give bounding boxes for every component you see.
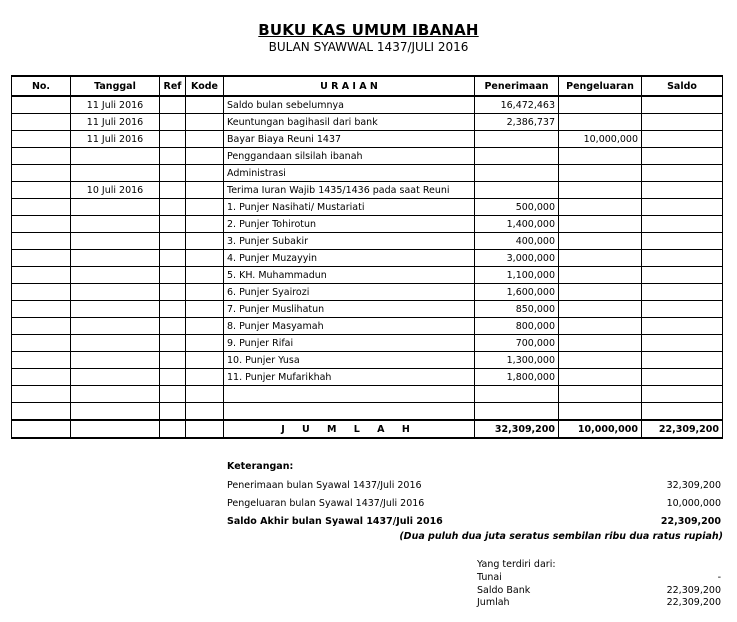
cell-ref — [160, 165, 186, 182]
cell-penerimaan — [475, 165, 559, 182]
cell-tanggal — [71, 301, 160, 318]
cell-pengeluaran — [559, 318, 642, 335]
cell-no — [12, 386, 71, 403]
cell-uraian: 7. Punjer Muslihatun — [224, 301, 475, 318]
cell-ref — [160, 284, 186, 301]
cell-uraian: 1. Punjer Nasihati/ Mustariati — [224, 199, 475, 216]
table-row — [12, 318, 723, 335]
cell-saldo — [642, 148, 723, 165]
note-value: 22,309,200 — [660, 516, 721, 527]
note-line-saldo-akhir — [227, 516, 721, 527]
cell-penerimaan: 850,000 — [475, 301, 559, 318]
breakdown-value: 22,309,200 — [666, 585, 721, 596]
cell-uraian: Administrasi — [224, 165, 475, 182]
cell-kode — [186, 216, 224, 233]
cell-tanggal — [71, 352, 160, 369]
cell-saldo — [642, 216, 723, 233]
cell-kode — [186, 165, 224, 182]
cell-penerimaan — [475, 131, 559, 148]
table-row — [12, 250, 723, 267]
cell-saldo — [642, 301, 723, 318]
breakdown-line-jumlah — [477, 597, 721, 608]
cell-saldo — [642, 318, 723, 335]
total-cell-kode — [186, 420, 224, 438]
table-row — [12, 199, 723, 216]
cell-pengeluaran — [559, 250, 642, 267]
cell-ref — [160, 335, 186, 352]
cell-uraian — [224, 386, 475, 403]
cell-kode — [186, 233, 224, 250]
cell-ref — [160, 386, 186, 403]
cell-tanggal: 11 Juli 2016 — [71, 114, 160, 131]
spelled-amount: (Dua puluh dua juta seratus sembilan ribu dua ratus rupiah) — [399, 531, 723, 542]
cell-no — [12, 284, 71, 301]
cell-penerimaan: 1,100,000 — [475, 267, 559, 284]
cell-saldo — [642, 233, 723, 250]
cell-kode — [186, 403, 224, 421]
breakdown-line-saldo-bank — [477, 585, 721, 596]
cell-no — [12, 199, 71, 216]
cell-ref — [160, 403, 186, 421]
cell-tanggal — [71, 199, 160, 216]
cell-no — [12, 369, 71, 386]
cell-uraian: Saldo bulan sebelumnya — [224, 96, 475, 114]
notes-heading: Keterangan: — [227, 461, 294, 472]
cell-saldo — [642, 369, 723, 386]
column-header-no: No. — [12, 76, 71, 96]
cell-pengeluaran — [559, 216, 642, 233]
table-row — [12, 233, 723, 250]
cell-saldo — [642, 352, 723, 369]
cell-penerimaan: 1,600,000 — [475, 284, 559, 301]
table-row — [12, 148, 723, 165]
cell-kode — [186, 352, 224, 369]
breakdown-value: - — [717, 572, 721, 583]
table-row — [12, 369, 723, 386]
breakdown-heading: Yang terdiri dari: — [477, 559, 556, 570]
cell-uraian: 5. KH. Muhammadun — [224, 267, 475, 284]
cell-penerimaan: 1,400,000 — [475, 216, 559, 233]
cell-no — [12, 335, 71, 352]
cell-kode — [186, 335, 224, 352]
cell-ref — [160, 216, 186, 233]
breakdown-value: 22,309,200 — [666, 597, 721, 608]
cell-penerimaan: 1,800,000 — [475, 369, 559, 386]
cell-pengeluaran — [559, 233, 642, 250]
cell-tanggal — [71, 216, 160, 233]
cell-tanggal — [71, 233, 160, 250]
breakdown-label: Jumlah — [477, 597, 510, 608]
total-cell-no — [12, 420, 71, 438]
cell-penerimaan — [475, 182, 559, 199]
cell-tanggal — [71, 403, 160, 421]
cell-uraian: 6. Punjer Syairozi — [224, 284, 475, 301]
cell-no — [12, 352, 71, 369]
cell-penerimaan: 3,000,000 — [475, 250, 559, 267]
cell-penerimaan: 16,472,463 — [475, 96, 559, 114]
cell-no — [12, 216, 71, 233]
cell-saldo — [642, 165, 723, 182]
cell-penerimaan — [475, 403, 559, 421]
cell-ref — [160, 199, 186, 216]
cell-saldo — [642, 335, 723, 352]
breakdown-label: Saldo Bank — [477, 585, 531, 596]
cell-uraian: Bayar Biaya Reuni 1437 — [224, 131, 475, 148]
cell-tanggal — [71, 267, 160, 284]
cell-kode — [186, 250, 224, 267]
cell-no — [12, 301, 71, 318]
cell-no — [12, 165, 71, 182]
cell-ref — [160, 250, 186, 267]
cell-no — [12, 131, 71, 148]
cell-uraian: 9. Punjer Rifai — [224, 335, 475, 352]
cell-kode — [186, 369, 224, 386]
cell-kode — [186, 267, 224, 284]
table-row — [12, 301, 723, 318]
column-header-pengeluaran: Pengeluaran — [559, 76, 642, 96]
cell-tanggal — [71, 148, 160, 165]
table-header-row — [12, 76, 723, 96]
cell-ref — [160, 352, 186, 369]
table-row — [12, 386, 723, 403]
total-label-text: J U M L A H — [281, 423, 417, 435]
cell-kode — [186, 182, 224, 199]
cell-pengeluaran — [559, 199, 642, 216]
cell-saldo — [642, 403, 723, 421]
cell-penerimaan: 400,000 — [475, 233, 559, 250]
cell-tanggal: 11 Juli 2016 — [71, 131, 160, 148]
cell-ref — [160, 131, 186, 148]
cell-ref — [160, 96, 186, 114]
cell-tanggal — [71, 335, 160, 352]
cell-kode — [186, 301, 224, 318]
cell-uraian: 11. Punjer Mufarikhah — [224, 369, 475, 386]
cash-ledger-table — [11, 75, 723, 439]
note-label: Saldo Akhir bulan Syawal 1437/Juli 2016 — [227, 516, 443, 527]
cell-penerimaan — [475, 148, 559, 165]
cell-no — [12, 318, 71, 335]
cell-pengeluaran — [559, 114, 642, 131]
table-row — [12, 165, 723, 182]
cell-uraian: Terima Iuran Wajib 1435/1436 pada saat Reuni — [224, 182, 475, 199]
total-saldo: 22,309,200 — [642, 420, 723, 438]
cell-pengeluaran — [559, 301, 642, 318]
cell-no — [12, 114, 71, 131]
cell-kode — [186, 199, 224, 216]
cell-uraian: Keuntungan bagihasil dari bank — [224, 114, 475, 131]
cell-uraian: 10. Punjer Yusa — [224, 352, 475, 369]
cell-saldo — [642, 131, 723, 148]
cell-saldo — [642, 284, 723, 301]
table-row — [12, 96, 723, 114]
cell-tanggal — [71, 165, 160, 182]
total-cell-ref — [160, 420, 186, 438]
cell-tanggal — [71, 369, 160, 386]
column-header-kode: Kode — [186, 76, 224, 96]
total-penerimaan: 32,309,200 — [475, 420, 559, 438]
cell-ref — [160, 233, 186, 250]
cell-uraian: Penggandaan silsilah ibanah — [224, 148, 475, 165]
cell-penerimaan: 500,000 — [475, 199, 559, 216]
cell-kode — [186, 96, 224, 114]
note-label: Penerimaan bulan Syawal 1437/Juli 2016 — [227, 480, 422, 491]
cell-ref — [160, 301, 186, 318]
cell-pengeluaran — [559, 267, 642, 284]
cell-pengeluaran: 10,000,000 — [559, 131, 642, 148]
cell-pengeluaran — [559, 96, 642, 114]
cell-tanggal — [71, 250, 160, 267]
total-cell-tanggal — [71, 420, 160, 438]
table-row — [12, 335, 723, 352]
cell-ref — [160, 148, 186, 165]
note-value: 10,000,000 — [666, 498, 721, 509]
note-label: Pengeluaran bulan Syawal 1437/Juli 2016 — [227, 498, 425, 509]
cell-pengeluaran — [559, 335, 642, 352]
cell-ref — [160, 267, 186, 284]
cell-no — [12, 403, 71, 421]
note-line-penerimaan — [227, 480, 721, 491]
cell-pengeluaran — [559, 284, 642, 301]
cell-kode — [186, 131, 224, 148]
table-row — [12, 182, 723, 199]
cell-penerimaan: 700,000 — [475, 335, 559, 352]
cell-no — [12, 250, 71, 267]
cell-tanggal: 11 Juli 2016 — [71, 96, 160, 114]
cell-saldo — [642, 267, 723, 284]
cell-penerimaan — [475, 386, 559, 403]
cell-ref — [160, 114, 186, 131]
cell-kode — [186, 318, 224, 335]
column-header-tanggal: Tanggal — [71, 76, 160, 96]
table-body — [12, 96, 723, 420]
table-row — [12, 267, 723, 284]
cell-ref — [160, 369, 186, 386]
column-header-uraian: U R A I A N — [224, 76, 475, 96]
column-header-ref: Ref — [160, 76, 186, 96]
cell-tanggal — [71, 284, 160, 301]
cell-tanggal — [71, 386, 160, 403]
cell-saldo — [642, 199, 723, 216]
cell-ref — [160, 182, 186, 199]
cell-kode — [186, 148, 224, 165]
cell-penerimaan: 2,386,737 — [475, 114, 559, 131]
column-header-saldo: Saldo — [642, 76, 723, 96]
cell-penerimaan: 800,000 — [475, 318, 559, 335]
page-subtitle: BULAN SYAWWAL 1437/JULI 2016 — [268, 40, 469, 54]
cell-pengeluaran — [559, 403, 642, 421]
total-label — [224, 420, 475, 438]
column-header-penerimaan: Penerimaan — [475, 76, 559, 96]
page-title: BUKU KAS UMUM IBANAH — [258, 21, 479, 39]
cell-ref — [160, 318, 186, 335]
table-row — [12, 114, 723, 131]
cell-no — [12, 96, 71, 114]
cell-kode — [186, 114, 224, 131]
cell-uraian: 8. Punjer Masyamah — [224, 318, 475, 335]
cell-no — [12, 182, 71, 199]
cell-pengeluaran — [559, 386, 642, 403]
cell-kode — [186, 284, 224, 301]
cell-pengeluaran — [559, 165, 642, 182]
cell-no — [12, 148, 71, 165]
table-row — [12, 352, 723, 369]
cell-saldo — [642, 114, 723, 131]
table-row — [12, 131, 723, 148]
breakdown-line-tunai — [477, 572, 721, 583]
table-row — [12, 284, 723, 301]
table-row — [12, 403, 723, 421]
cell-pengeluaran — [559, 148, 642, 165]
cell-saldo — [642, 96, 723, 114]
cell-tanggal: 10 Juli 2016 — [71, 182, 160, 199]
table-row — [12, 216, 723, 233]
cell-penerimaan: 1,300,000 — [475, 352, 559, 369]
cell-uraian: 3. Punjer Subakir — [224, 233, 475, 250]
cell-pengeluaran — [559, 369, 642, 386]
note-value: 32,309,200 — [666, 480, 721, 491]
cell-tanggal — [71, 318, 160, 335]
cell-pengeluaran — [559, 352, 642, 369]
cell-no — [12, 233, 71, 250]
breakdown-label: Tunai — [477, 572, 502, 583]
cell-pengeluaran — [559, 182, 642, 199]
cell-no — [12, 267, 71, 284]
cell-saldo — [642, 386, 723, 403]
total-row — [12, 420, 723, 438]
cell-saldo — [642, 250, 723, 267]
cell-saldo — [642, 182, 723, 199]
note-line-pengeluaran — [227, 498, 721, 509]
cell-kode — [186, 386, 224, 403]
total-pengeluaran: 10,000,000 — [559, 420, 642, 438]
cell-uraian: 4. Punjer Muzayyin — [224, 250, 475, 267]
cell-uraian — [224, 403, 475, 421]
cell-uraian: 2. Punjer Tohirotun — [224, 216, 475, 233]
